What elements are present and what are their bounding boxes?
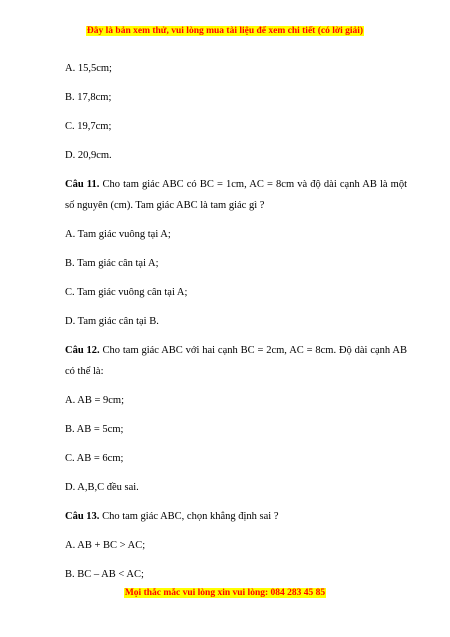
answer-option: A. 15,5cm; bbox=[65, 63, 112, 74]
question-text: Cho tam giác ABC với hai cạnh BC = 2cm, AC = 8cm. Độ dài cạnh AB có thể là: bbox=[65, 345, 407, 377]
question-label: Câu 11. bbox=[65, 179, 100, 190]
preview-notice-text: Đây là bản xem thử, vui lòng mua tài liệu để xem chi tiết (có lời giải) bbox=[86, 26, 364, 36]
question-13 bbox=[65, 506, 407, 527]
question-text: Cho tam giác ABC có BC = 1cm, AC = 8cm và độ dài cạnh AB là một số nguyên (cm). Tam giác ABC là tam giác gì ? bbox=[65, 179, 408, 211]
question-12 bbox=[65, 340, 407, 382]
preview-notice-banner bbox=[0, 26, 450, 36]
answer-option: C. AB = 6cm; bbox=[65, 453, 124, 464]
answer-option: B. AB = 5cm; bbox=[65, 424, 124, 435]
answer-option: C. 19,7cm; bbox=[65, 121, 112, 132]
answer-option: B. BC – AB < AC; bbox=[65, 569, 144, 580]
document-body bbox=[65, 58, 407, 593]
answer-option: D. 20,9cm. bbox=[65, 150, 112, 161]
answer-option: B. 17,8cm; bbox=[65, 92, 112, 103]
answer-option: C. Tam giác vuông cân tại A; bbox=[65, 287, 188, 298]
question-11 bbox=[65, 174, 407, 216]
answer-option: B. Tam giác cân tại A; bbox=[65, 258, 159, 269]
question-label: Câu 13. bbox=[65, 511, 100, 522]
answer-option: A. AB = 9cm; bbox=[65, 395, 125, 406]
answer-option: A. Tam giác vuông tại A; bbox=[65, 229, 171, 240]
contact-notice-text: Mọi thắc mắc vui lòng xin vui lòng: 084 283 45 85 bbox=[124, 588, 326, 598]
answer-option: D. Tam giác cân tại B. bbox=[65, 316, 159, 327]
answer-option: A. AB + BC > AC; bbox=[65, 540, 146, 551]
contact-notice-banner bbox=[0, 588, 450, 598]
question-text: Cho tam giác ABC, chọn khẳng định sai ? bbox=[102, 511, 279, 522]
answer-option: D. A,B,C đều sai. bbox=[65, 482, 139, 493]
question-label: Câu 12. bbox=[65, 345, 100, 356]
